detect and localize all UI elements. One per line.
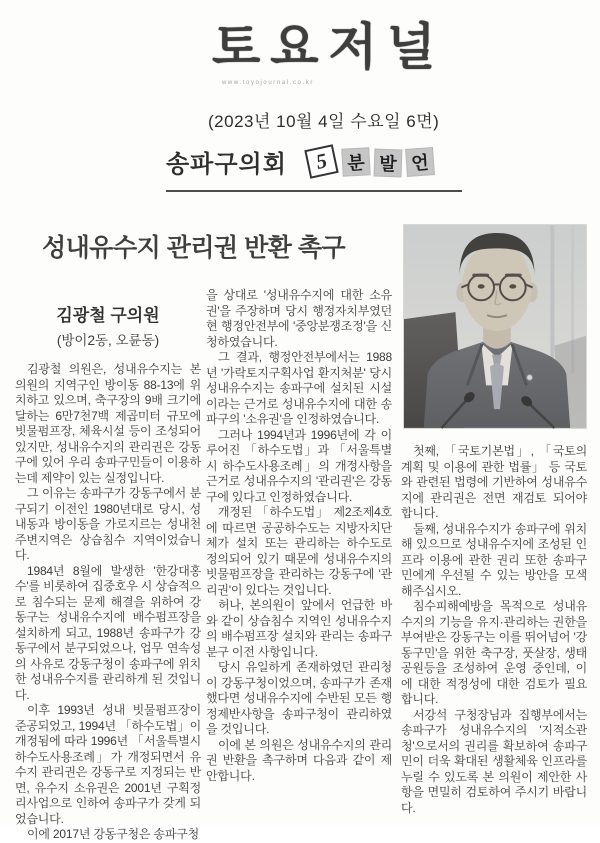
byline-name: 김광철 구의원 — [56, 306, 160, 325]
newspaper-logo: 토요저널 — [212, 19, 446, 75]
column-1 — [15, 298, 201, 843]
section-header — [166, 144, 462, 192]
byline-district: (방이2동, 오륜동) — [56, 333, 160, 348]
paragraph: 1984년 8월에 발생한 '한강대홍수'를 비롯하여 집중호우 시 상습적으로 침수되는 문제 해결을 위하여 강동구는 성내유수지에 배수펌프장을 설치하게 되고, 1988년 송파구가 강동구에서 분구되었으나, 업무 연속성의 사유로 강동구청이 송파구에 위치한 성내유수지를 관리하게 된 것입니다. — [15, 563, 201, 702]
minute-number: 5 — [313, 148, 329, 174]
paragraph: 개정된 「하수도법」 제2조제4호에 따르면 공공하수도는 지방자치단체가 설치 또는 관리하는 하수도로 정의되어 있기 때문에 성내유수지의 빗물펌프장을 관리하는 강동구에 '관리권'이 있다는 것입니다. — [206, 505, 392, 597]
paragraph: 그 이유는 송파구가 강동구에서 분구되기 이전인 1980년대로 당시, 성내동과 방이동을 가로지르는 성내천 주변지역은 상습침수 지역이었습니다. — [15, 486, 201, 562]
newspaper-logo-url: www.toyojournal.co.kr — [222, 80, 314, 86]
paragraph: 이에 2017년 강동구청은 송파구청 — [27, 827, 200, 841]
paragraph: 그 결과, 행정안전부에서는 1988년 '가락토지구획사업 환지처분' 당시 성내유수지는 송파구에 설치된 시설이라는 근거로 성내유수지에 대한 송파구의 '소유권'을 인정하였습니다. — [206, 350, 392, 426]
column-2 — [206, 288, 392, 784]
paragraph: 허나, 본의원이 앞에서 언급한 바와 같이 상습침수 지역인 성내유수지의 배수펌프장 설치와 관리는 송파구 분구 이전 사항입니다. — [206, 598, 392, 659]
paragraph: 서강석 구청장님과 집행부에서는 송파구가 성내유수지의 '지적소관청'으로서의 권리를 확보하여 송파구민이 더욱 확대된 생활체육 인프라를 누릴 수 있도록 본 의원이 제안한 사항을 면밀히 검토하여 주시기 바랍니다. — [401, 707, 587, 815]
council-name: 송파구의회 — [166, 151, 287, 178]
minute-number-box — [304, 144, 338, 178]
article-title: 성내유수지 관리권 반환 촉구 — [42, 234, 346, 262]
paragraph: 둘째, 성내유수지가 송파구에 위치해 있으므로 성내유수지에 조성된 인프라 이용에 관한 권리 또한 송파구민에게 우선될 수 있는 방안을 모색해주십시오. — [401, 521, 587, 598]
stamp-letter-bal: 발 — [374, 149, 401, 176]
stamp-letter-eon: 언 — [406, 148, 434, 176]
stamp-letter-bun: 분 — [342, 148, 369, 175]
paragraph: 첫째, 「국토기본법」, 「국토의 계획 및 이용에 관한 법률」 등 국토와 관련된 법령에 기반하여 성내유수지에 관리권은 전면 재검토 되어야 합니다. — [401, 444, 587, 520]
paragraph: 그러나 1994년과 1996년에 각 이루어진 「하수도법」과 「서울특별시 하수도사용조례」의 개정사항을 근거로 성내유수지의 '관리권'은 강동구에 있다고 인정하였습니다. — [206, 427, 392, 504]
paragraph: 이에 본 의원은 성내유수지의 관리권 반환을 촉구하며 다음과 같이 제안합니다. — [206, 737, 392, 783]
paragraph: 침수피해예방을 목적으로 성내유수지의 기능을 유지·관리하는 권한을 부여받은 강동구는 이를 뛰어넘어 '강동구민'을 위한 축구장, 풋살장, 생태공원등을 조성하여 운영 중인데, 이에 대한 적정성에 대한 검토가 필요합니다. — [401, 599, 587, 706]
paragraph: 이후 1993년 성내 빗물펌프장이 준공되었고, 1994년 「하수도법」이 개정됨에 따라 1996년 「서울특별시 하수도사용조례」가 개정되면서 유수지 관리권은 강동구로 지정되는 반면, 유수지 소유권은 2001년 구획정리사업으로 인하여 송파구가 갖게 되었습니다. — [15, 703, 201, 826]
paragraph: 을 상대로 '성내유수지에 대한 소유권'을 주장하며 당시 행정자치부였던 현 행정안전부에 '중앙분쟁조정'을 신청하였습니다. — [206, 288, 392, 349]
byline — [15, 298, 201, 349]
councilor-photo — [403, 224, 587, 429]
councilor-photo-illustration — [404, 225, 586, 428]
paragraph: 김광철 의원은, 성내유수지는 본 의원의 지역구인 방이동 88-13에 위치하고 있으며, 축구장의 9배 크기에 달하는 6만7천7백 제곱미터 규모에 빗물펌프장, 체육시설 등이 조성되어 있지만, 성내유수지의 관리권은 강동구에 있어 우리 송파구민들이 이용하는데 제약이 있는 실정입니다. — [15, 362, 201, 485]
paragraph: 당시 유일하게 존재하였던 관리청이 강동구청이었으며, 송파구가 존재했다면 성내유수지에 수반된 모든 행정제반사항을 송파구청이 관리하였을 것입니다. — [206, 660, 392, 736]
date-line: (2023년 10월 4일 수요일 6면) — [208, 112, 440, 131]
column-3 — [401, 444, 587, 816]
